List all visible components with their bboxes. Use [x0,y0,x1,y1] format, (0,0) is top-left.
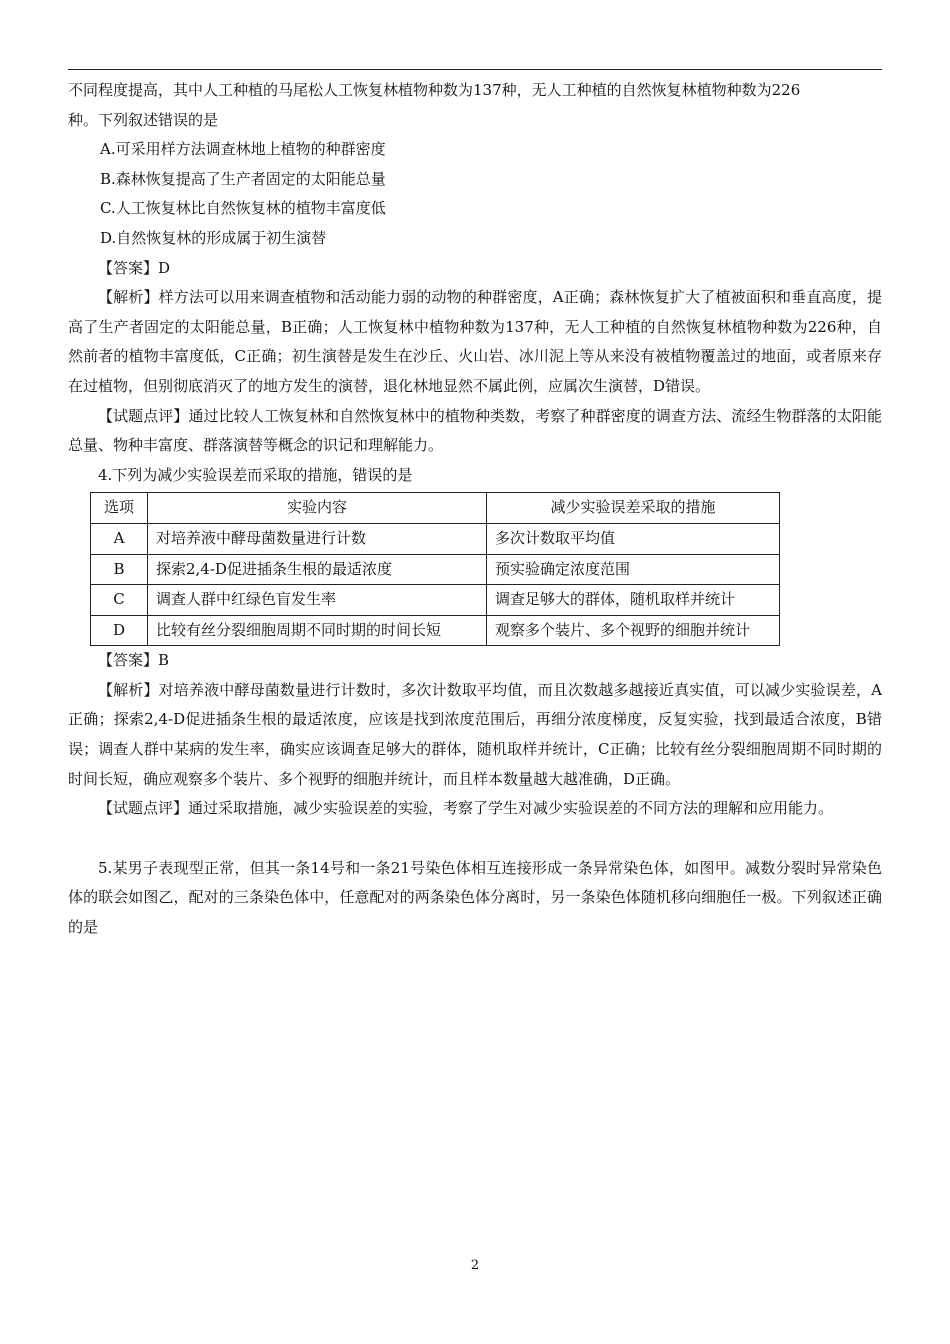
table-header-measure: 减少实验误差采取的措施 [487,493,780,524]
q3-comment-label: 【试题点评】 [98,406,189,425]
spacer [68,824,882,854]
q3-analysis [68,283,882,401]
table-cell-content: 对培养液中酵母菌数量进行计数 [148,523,487,554]
q4-comment [68,794,882,824]
q4-analysis-label: 【解析】 [98,680,159,699]
q4-comment-text: 通过采取措施，减少实验误差的实验，考察了学生对减少实验误差的不同方法的理解和应用能力。 [188,799,834,818]
table-cell-content: 比较有丝分裂细胞周期不同时期的时间长短 [148,615,487,646]
q3-answer-label: 【答案】 [98,258,159,277]
q3-comment-text: 通过比较人工恢复林和自然恢复林中的植物种类数，考察了种群密度的调查方法、流经生物群落的太阳能总量、物种丰富度、群落演替等概念的识记和理解能力。 [68,406,882,455]
q5-stem: 5.某男子表现型正常，但其一条14号和一条21号染色体相互连接形成一条异常染色体，如图甲。减数分裂时异常染色体的联会如图乙，配对的三条染色体中，任意配对的两条染色体分离时，另一条染色体随机移向细胞任一极。下列叙述正确的是 [68,858,882,937]
q4-answer-label: 【答案】 [98,651,159,670]
page-number: 2 [470,1258,480,1273]
q4-answer-value: B [158,651,170,670]
table-cell-option: A [91,523,148,554]
q3-option-b: B.森林恢复提高了生产者固定的太阳能总量 [100,169,386,188]
table-cell-content: 调查人群中红绿色盲发生率 [148,585,487,616]
q4-analysis-text: 对培养液中酵母菌数量进行计数时，多次计数取平均值，而且次数越多越接近真实值，可以减少实验误差，A正确；探索2,4-D促进插条生根的最适浓度，应该是找到浓度范围后，再细分浓度梯度，反复实验，找到最适合浓度，B错误；调查人群中某病的发生率，确实应该调查足够大的群体，随机取样并统计，C正确；比较有丝分裂细胞周期不同时期的时间长短，确应观察多个装片、多个视野的细胞并统计，而且样本数量越大越准确，D正确。 [68,680,882,788]
q4-analysis [68,676,882,794]
q3-option-d: D.自然恢复林的形成属于初生演替 [100,228,327,247]
table-header-row [91,493,780,524]
q4-answer [68,646,882,676]
table-row [91,585,780,616]
q4-table [90,492,780,646]
q3-analysis-label: 【解析】 [98,288,159,307]
intro-line-2: 种。下列叙述错误的是 [68,110,219,129]
table-cell-option: B [91,554,148,585]
table-cell-option: C [91,585,148,616]
q3-option-c: C.人工恢复林比自然恢复林的植物丰富度低 [100,199,386,218]
table-header-content: 实验内容 [148,493,487,524]
table-cell-measure: 观察多个装片、多个视野的细胞并统计 [487,615,780,646]
header-rule [68,69,882,70]
q3-comment [68,402,882,461]
q4-comment-label: 【试题点评】 [98,799,189,818]
q3-option-a: A.可采用样方法调查林地上植物的种群密度 [100,140,386,159]
q3-answer [68,254,882,284]
table-cell-measure: 多次计数取平均值 [487,523,780,554]
table-cell-measure: 调查足够大的群体，随机取样并统计 [487,585,780,616]
intro-line-1: 不同程度提高，其中人工种植的马尾松人工恢复林植物种数为137种，无人工种植的自然恢复林植物种数为226 [68,81,801,99]
q3-answer-value: D [158,258,171,277]
table-row [91,615,780,646]
q4-stem: 4.下列为减少实验误差而采取的措施，错误的是 [98,465,413,484]
page-content [68,76,882,943]
table-cell-option: D [91,615,148,646]
table-cell-content: 探索2,4-D促进插条生根的最适浓度 [148,554,487,585]
table-row [91,554,780,585]
q3-analysis-text: 样方法可以用来调查植物和活动能力弱的动物的种群密度，A正确；森林恢复扩大了植被面积和垂直高度，提高了生产者固定的太阳能总量，B正确；人工恢复林中植物种数为137种，无人工种植的自然恢复林植物种数为226种，自然前者的植物丰富度低，C正确；初生演替是发生在沙丘、火山岩、冰川泥上等从来没有被植物覆盖过的地面，或者原来存在过植物，但别彻底消灭了的地方发生的演替，退化林地显然不属此例，应属次生演替，D错误。 [68,288,882,395]
table-row [91,523,780,554]
table-header-option: 选项 [91,493,148,524]
table-cell-measure: 预实验确定浓度范围 [487,554,780,585]
